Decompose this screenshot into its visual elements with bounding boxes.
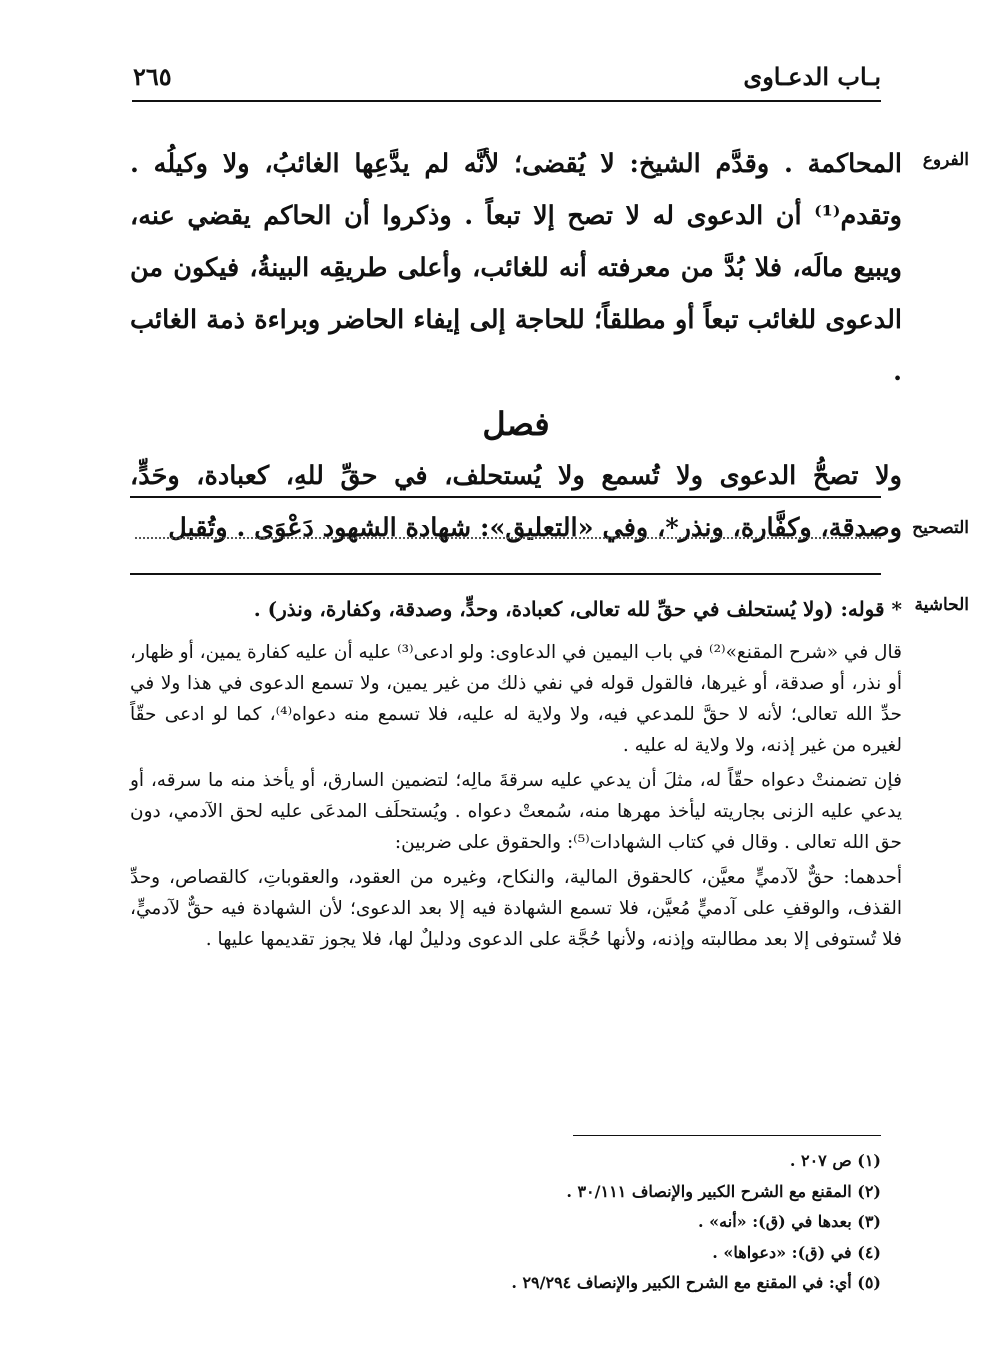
footnote-5: (٥) أي: في المقنع مع الشرح الكبير والإنصاف ٢٩/٢٩٤ .	[511, 1273, 881, 1292]
footnote-4: (٤) في (ق): «دعواها» .	[712, 1242, 881, 1262]
main-paragraph-1: المحاكمة . وقدَّم الشيخ: لا يُقضى؛ لأنَّه لم يدَّعِها الغائبُ، ولا وكيلُه . وتقدم⁽¹⁾ أن الدعوى له لا تصح إلا تبعاً . وذكروا أن الحاكم يقضي عنه، ويبيع مالَه، فلا بُدَّ من معرفته أنه للغائب، وأعلى طريقِه البينةُ، فيكون من الدعوى للغائب تبعاً أو مطلقاً؛ للحاجة إلى إيفاء الحاضر وبراءة ذمة الغائب .	[130, 149, 902, 387]
main-paragraph-2: ولا تصحُّ الدعوى ولا تُسمع ولا يُستحلف، في حقِّ للهِ، كعبادة، وحَدٍّ، وصدقة، وكفَّارة، ونذر*، وفي «التعليق»: شهادة الشهود دَعْوَى . وتُقبل	[130, 461, 902, 543]
footnote-rule	[573, 1135, 881, 1136]
hashiya-text	[130, 594, 902, 959]
footnote-1: (١) ص ٢٠٧ .	[789, 1151, 881, 1170]
margin-label-furu: الفروع	[922, 150, 969, 170]
hashiya-lead: * قوله: (ولا يُستحلف في حقِّ لله تعالى، كعبادة، وحدٍّ، وصدقة، وكفارة، ونذر) .	[253, 597, 902, 621]
footnote-2: (٢) المقنع مع الشرح الكبير والإنصاف ٣٠/١١١ .	[566, 1181, 881, 1201]
hashiya-paragraph-2: فإن تضمنتْ دعواه حقّاً له، مثلَ أن يدعي عليه سرقةَ مالِه؛ لتضمين السارق، أو يأخذ منه ما سرقه، أو يدعي عليه الزنى بجاريته ليأخذ مهرها منه، سُمعتْ دعواه . ويُستحلَف المدعَى عليه لحق الآدمي، دون حق الله تعالى . وقال في كتاب الشهادات⁽⁵⁾: والحقوق على ضربين:	[130, 770, 902, 853]
hashiya-paragraph-1: قال في «شرح المقنع»⁽²⁾ في باب اليمين في الدعاوى: ولو ادعى⁽³⁾ عليه أن عليه كفارة يمين، أو ظهار، أو نذر، أو صدقة، أو غيرها، فالقول قوله في نفي ذلك من غير يمين، ولا تسمع الدعوى في هذا ولا في حدِّ الله تعالى؛ لأنه لا حقَّ للمدعي فيه، ولا ولاية له عليه، فلا تسمع منه دعواه⁽⁴⁾، كما لو ادعى حقّاً لغيره من غير إذنه، ولا ولاية له عليه .	[130, 642, 902, 756]
chapter-title: بـاب الدعـاوى	[743, 62, 881, 91]
main-text	[130, 138, 902, 554]
hashiya-divider	[130, 573, 881, 575]
hashiya-paragraph-3: أحدهما: حقٌّ لآدميٍّ معيَّن، كالحقوق المالية، والنكاح، وغيره من العقود، والعقوباتِ، كالقصاص، وحدِّ القذف، والوقفِ على آدميٍّ مُعيَّن، فلا تسمع الشهادة فيه إلا بعد الدعوى؛ لأن الشهادة فيه حقٌّ لآدميٍّ، فلا تُستوفى إلا بعد مطالبته وإذنه، ولأنها حُجَّة على الدعوى ودليلٌ لها، فلا يجوز تقديمها عليها .	[130, 867, 902, 950]
main-text-divider	[130, 496, 881, 498]
margin-label-tashih: التصحيح	[912, 518, 969, 538]
header-rule	[132, 100, 881, 102]
footnote-3: (٣) بعدها في (ق): «أنه» .	[698, 1212, 881, 1231]
page-number: ٢٦٥	[133, 62, 172, 91]
margin-label-hashiya: الحاشية	[914, 595, 969, 615]
section-heading: فصل	[482, 405, 550, 443]
tashih-dotted-line	[135, 537, 881, 539]
footnotes	[281, 1146, 881, 1299]
